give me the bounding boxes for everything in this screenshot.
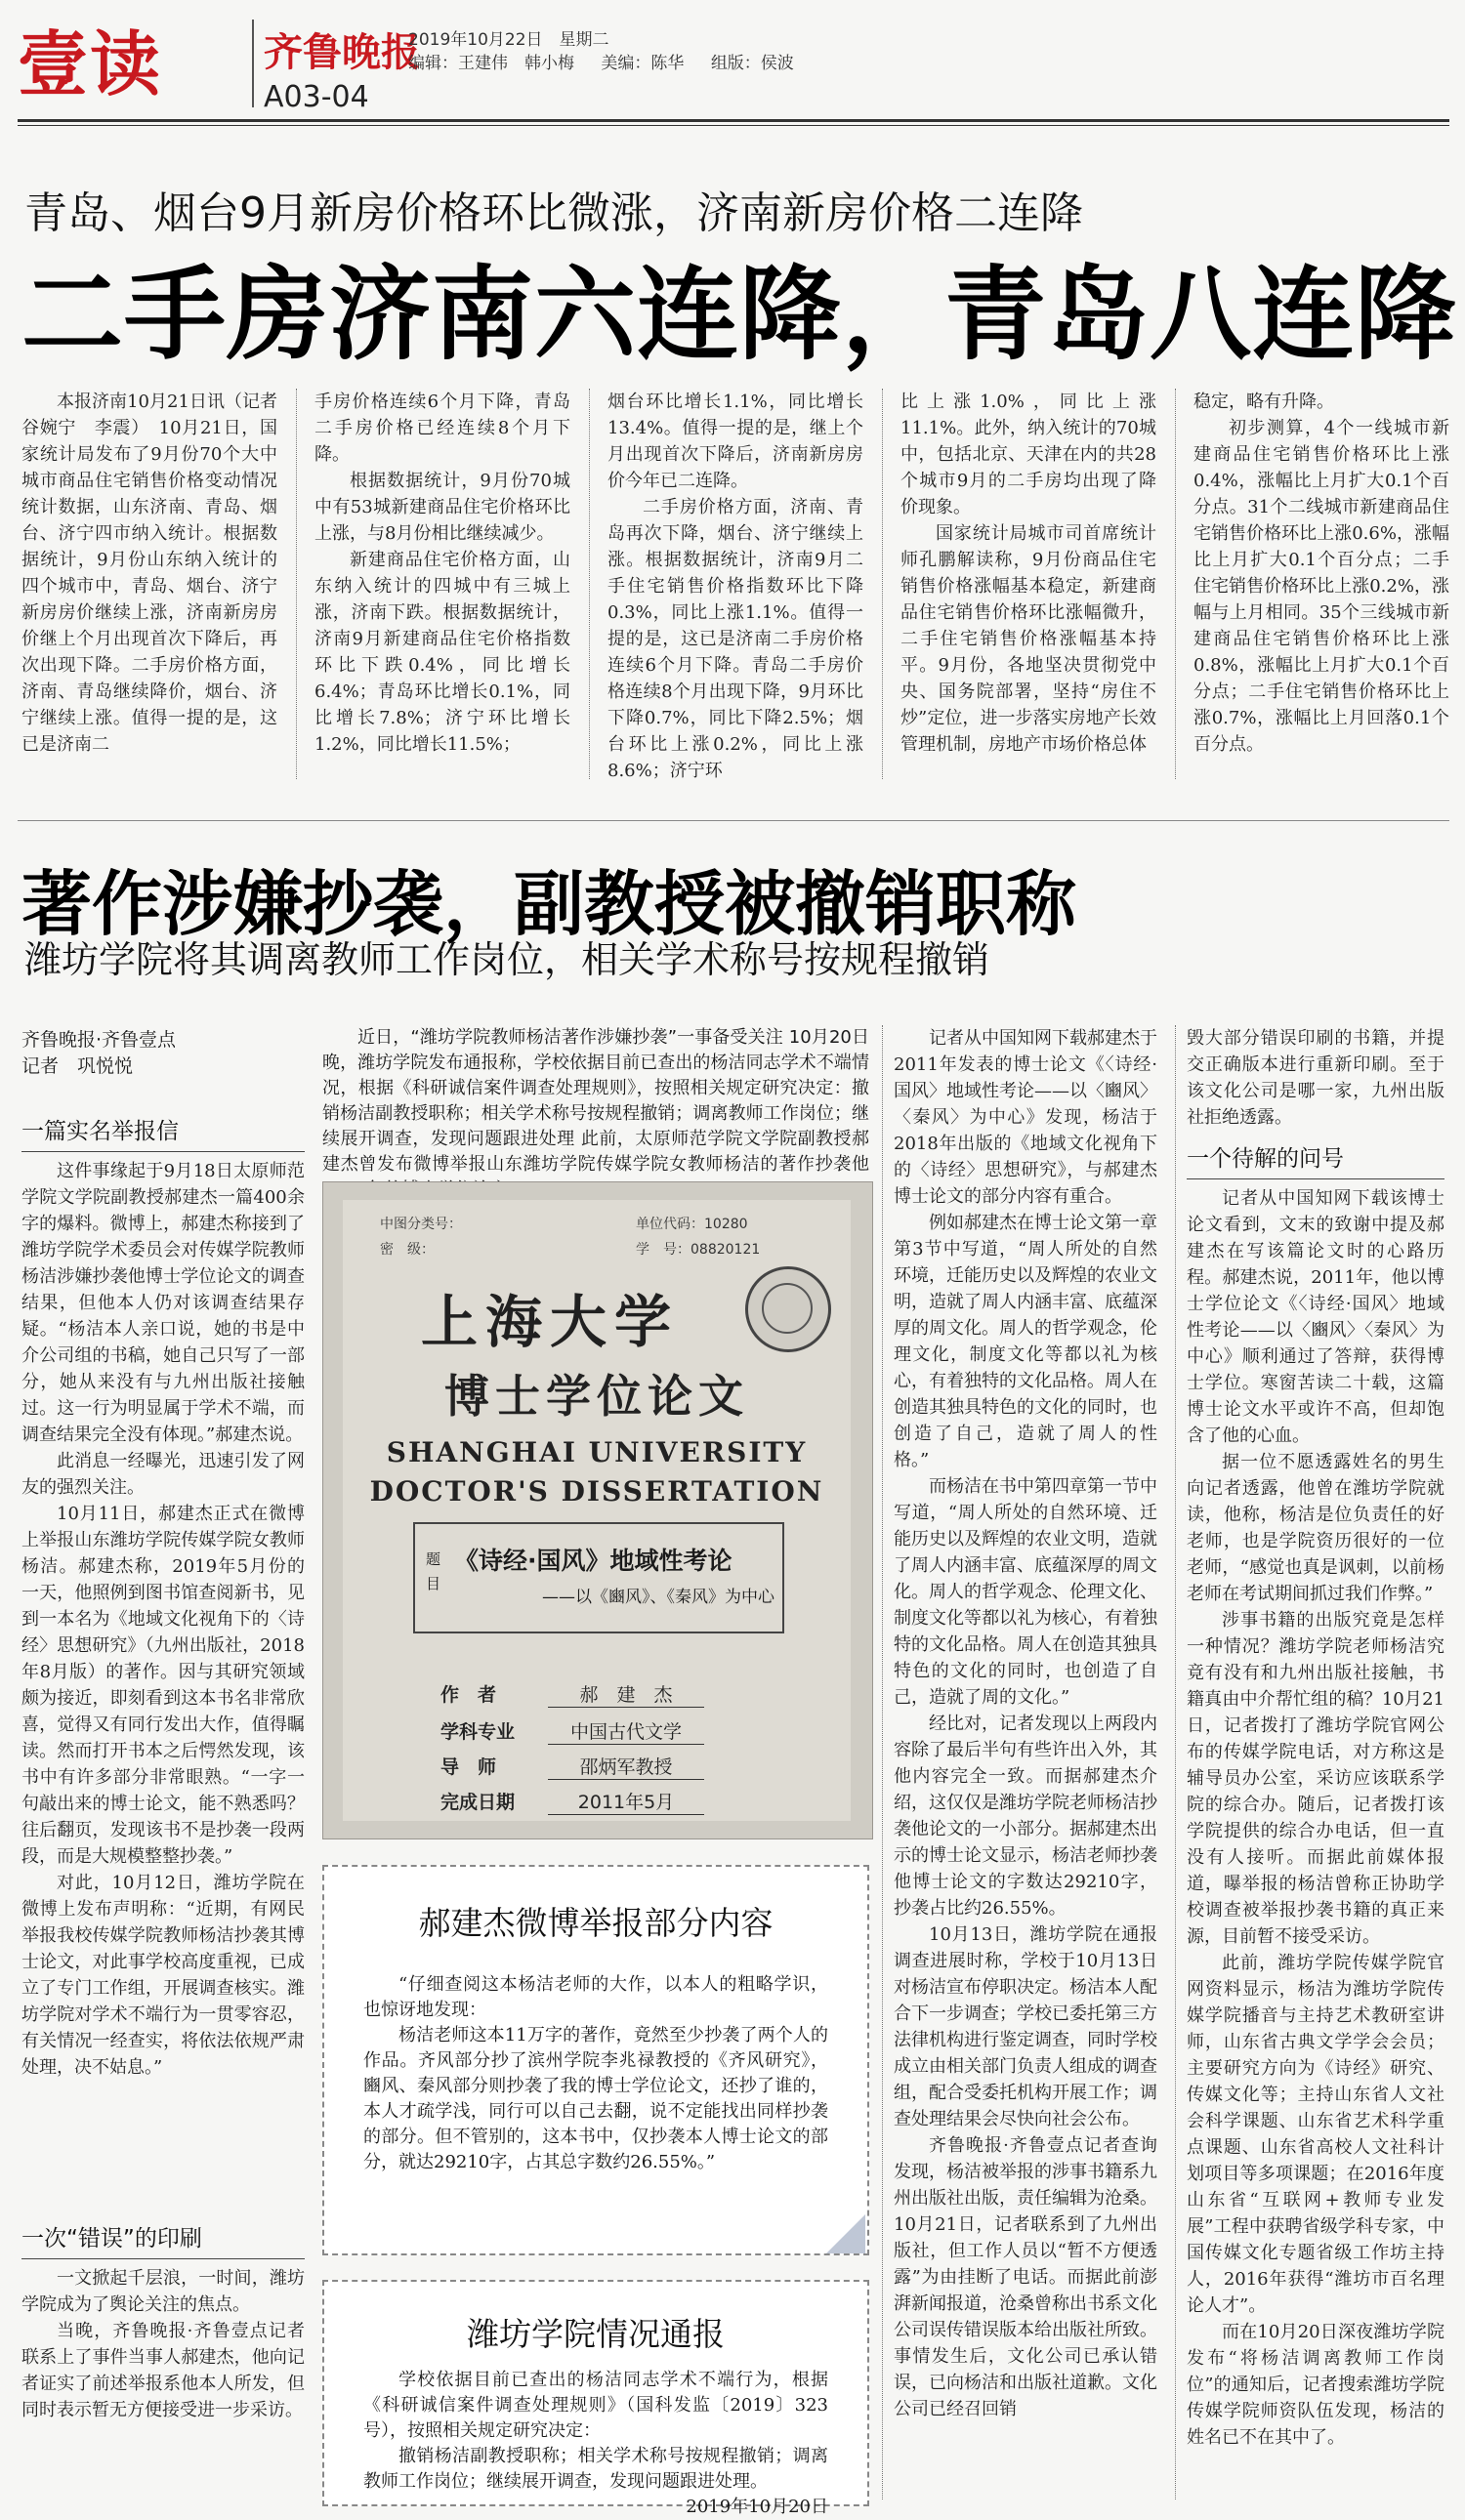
article1-paragraph: 比上涨1.0%，同比上涨11.1%。此外，纳入统计的70城中，包括北京、天津在内的共28个城市9月的二手房均出现了降价现象。: [900, 392, 1156, 517]
byline-outlet: 齐鲁晚报·齐鲁壹点: [21, 1029, 177, 1051]
box2-title: 潍坊学院情况通报: [467, 2315, 725, 2353]
masthead: [0, 0, 1465, 117]
section-brand: 壹读: [18, 23, 163, 105]
page-number: A03-04: [264, 80, 369, 114]
cover-advisor-label: 导 师: [440, 1756, 497, 1778]
section-divider: [18, 820, 1449, 821]
box2-body: [363, 2368, 828, 2520]
article2-byline: [21, 1027, 305, 1080]
article1-kicker: 青岛、烟台9月新房价格环比微涨，济南新房价格二连降: [24, 188, 1083, 238]
cover-university: 上海大学: [421, 1289, 680, 1355]
article1-column: [900, 389, 1156, 758]
cover-author-row: [440, 1680, 673, 1707]
box1-paragraph: 杨洁老师这本11万字的著作，竟然至少抄袭了两个人的作品。齐风部分抄了滨州学院李兆禄教授的《齐风研究》，豳风、秦风部分则抄袭了我的博士学位论文，还抄了谁的，本人才疏学浅，同行可以自己去翻，说不定能找出同样抄袭的部分。但不管别的，这本书中，仅抄袭本人博士论文的部分，就达29210字，占其总字数约26.55%。”: [363, 2025, 828, 2172]
cover-en2: DOCTOR'S DISSERTATION: [369, 1475, 824, 1508]
box1-title: 郝建杰微博举报部分内容: [418, 1904, 774, 1942]
article1-paragraph: 新建商品住宅价格方面，山东纳入统计的四城中有三城上涨，济南下跌。根据数据统计，济南9月新建商品住宅价格指数环比下跌0.4%，同比增长6.4%；青岛环比增长0.1%，同比增长7.8%；济宁环比增长1.2%，同比增长11.5%；: [314, 550, 570, 755]
article1-paragraph: 烟台环比增长1.1%，同比增长13.4%。值得一提的是，继上个月出现首次下降后，济南新房房价今年已二连降。: [607, 392, 863, 491]
page-curl-icon: [826, 2214, 865, 2253]
proof-credit: 组版：侯波: [710, 54, 794, 73]
sec3-body: [1187, 1185, 1444, 2451]
box1-body: [363, 1972, 828, 2175]
sec3-paragraph: 据一位不愿透露姓名的男生向记者透露，他曾在潍坊学院就读，他称，杨洁是位负责任的好老师，也是学院资历很好的一位老师，“感觉也真是讽刺，以前杨老师在考试期间抓过我们作弊。”: [1187, 1452, 1444, 1604]
column-divider: [882, 389, 883, 779]
article1-paragraph: 手房价格连续6个月下降，青岛二手房价格已经连续8个月下降。: [314, 392, 570, 465]
article2-col3: [894, 1025, 1157, 2422]
cover-major-label: 学科专业: [440, 1721, 516, 1743]
byline-reporter: 记者 巩悦悦: [21, 1055, 134, 1077]
issue-date: 2019年10月22日 星期二: [408, 30, 609, 50]
sec1-paragraph: 此消息一经曝光，迅速引发了网友的强烈关注。: [21, 1451, 305, 1498]
masthead-divider: [252, 20, 254, 107]
cover-title-box: [413, 1522, 784, 1633]
cover-title-main: 《诗经·国风》地域性考论: [454, 1547, 732, 1575]
sec3-paragraph: 而在10月20日深夜潍坊学院发布“将杨洁调离教师工作岗位”的通知后，记者搜索潍坊学院传媒学院师资队伍发现，杨洁的姓名已不在其中了。: [1187, 2322, 1444, 2448]
article1-column: [314, 389, 570, 758]
cover-author-label: 作 者: [440, 1684, 497, 1706]
box1-paragraph: “仔细查阅这本杨洁老师的大作，以本人的粗略学识，也惊讶地发现：: [363, 1974, 828, 2020]
masthead-rule-thin: [18, 125, 1449, 126]
col3-paragraph: 10月13日，潍坊学院在通报调查进展时称，学校于10月13日对杨洁宣布停职决定。杨洁本人配合下一步调查；学校已委托第三方法律机构进行鉴定调查，同时学校成立由相关部门负责人组成的调查组，配合受委托机构开展工作；调查处理结果会尽快向社会公布。: [894, 1924, 1157, 2129]
cover-secret: 密 级：: [380, 1242, 435, 1258]
col3-paragraph: 齐鲁晚报·齐鲁壹点记者查询发现，杨洁被举报的涉事书籍系九州出版社出版，责任编辑为沧桑。10月21日，记者联系到了九州出版社，但工作人员以“暂不方便透露”为由挂断了电话。而据此前澎湃新闻报道，沧桑曾称出书系文化公司误传错误版本给出版社所致。事情发生后，文化公司已承认错误，已向杨洁和出版社道歉。文化公司已经召回销: [894, 2135, 1157, 2419]
article2-col4-top: [1187, 1025, 1444, 1131]
box2-paragraph: 撤销杨洁副教授职称；相关学术称号按规程撤销；调离教师工作岗位；继续展开调查，发现问题跟进处理。: [363, 2446, 828, 2492]
column-divider: [296, 389, 297, 779]
article1-column: [607, 389, 863, 784]
masthead-rule: [18, 119, 1449, 122]
notice-box: [322, 2280, 869, 2517]
article1-column: [1193, 389, 1449, 758]
lead-text: 近日，“潍坊学院教师杨洁著作涉嫌抄袭”一事备受关注 10月20日晚，潍坊学院发布通报称，学校依据目前已查出的杨洁同志学术不端情况，根据《科研诚信案件调查处理规则》，按照相关规定研究决定：撤销杨洁副教授职称；相关学术称号按规程撤销；调离教师工作岗位；继续展开调查，发现问题跟进处理 此前，太原师范学院文学院副教授郝建杰曾发布微博举报山东潍坊学院传媒学院女教师杨洁的著作抄袭他: [322, 1027, 869, 1175]
editor-credit: 编辑：王建伟 韩小梅: [408, 54, 574, 73]
cover-en1: SHANGHAI UNIVERSITY: [386, 1436, 808, 1468]
cover-unitcode: 单位代码：10280: [636, 1217, 748, 1232]
cover-date-row: [440, 1788, 675, 1814]
article2-lead: [322, 1025, 869, 1203]
thesis-cover-photo: [322, 1181, 873, 1839]
article1-paragraph: 根据数据统计，9月份70城中有53城新建商品住宅价格环比上涨，与8月份相比继续减少。: [314, 471, 570, 544]
university-seal-icon: [745, 1266, 831, 1352]
article2-subhead: 潍坊学院将其调离教师工作岗位，相关学术称号按规程撤销: [24, 938, 990, 981]
sec3-paragraph: 涉事书籍的出版究竟是怎样一种情况？潍坊学院老师杨洁究竟有没有和九州出版社接触，书籍真由中介帮忙组的稿？10月21日，记者拨打了潍坊学院官网公布的传媒学院电话，对方称这是辅导员办公室，采访应该联系学院的综合办。随后，记者拨打该学院提供的综合办电话，但一直没有人接听。而据此前媒体报道，曝举报的杨洁曾称正协助学校调查被举报抄袭书籍的真正来源，目前暂不接受采访。: [1187, 1610, 1444, 1947]
sec1-paragraph: 对此，10月12日，潍坊学院在微博上发布声明称：“近期，有网民举报我校传媒学院教师杨洁抄袭其博士论文，对此事学校高度重视，已成立了专门工作组，开展调查核实。潍坊学院对学术不端行为一贯零容忍，有关情况一经查实，将依法依规严肃处理，决不姑息。”: [21, 1873, 305, 2078]
cover-date: 2011年5月: [548, 1788, 704, 1815]
sec3-paragraph: 此前，潍坊学院传媒学院官网资料显示，杨洁为潍坊学院传媒学院播音与主持艺术教研室讲师，山东省古典文学学会会员；主要研究方向为《诗经》研究、传媒文化等；主持山东省人文社会科学课题、山东省艺术科学重点课题、山东省高校人文社科计划项目等多项课题；在2016年度山东省“互联网+教师专业发展”工程中获聘省级学科专家，中国传媒文化专题省级工作坊主持人，2016年获得“潍坊市百名理论人才”。: [1187, 1953, 1444, 2316]
col3-paragraph: 记者从中国知网下载郝建杰于2011年发表的博士论文《〈诗经·国风〉地域性考论——以〈豳风〉〈秦风〉为中心》发现，杨洁于2018年出版的《地域文化视角下的〈诗经〉思想研究》，与郝建杰博士论文的部分内容有重合。: [894, 1028, 1157, 1207]
column-divider: [1175, 389, 1176, 779]
article2-headline: 著作涉嫌抄袭，副教授被撤销职称: [21, 863, 1077, 945]
col3-paragraph: 而杨洁在书中第四章第一节中写道，“周人所处的自然环境、迁能历史以及辉煌的农业文明，造就了周人内涵丰富、底蕴深厚的周文化。周人的哲学观念、伦理文化、制度文化等都以礼为核心，有着独特的文化品格。周人在创造其独具特色的文化的同时，也创造了自己，造就了周的文化。”: [894, 1476, 1157, 1708]
col4-paragraph: 毁大部分错误印刷的书籍，并提交正确版本进行重新印刷。至于该文化公司是哪一家，九州出版社拒绝透露。: [1187, 1028, 1444, 1128]
staff-credits: [408, 49, 816, 73]
article1-column: [21, 389, 295, 758]
cover-title-sub: ——以《豳风》、《秦风》为中心: [542, 1588, 774, 1607]
sec3-title: 一个待解的问号: [1187, 1140, 1444, 1179]
article1-paragraph: 本报济南10月21日讯（记者 谷婉宁 李震） 10月21日，国家统计局发布了9月份70个大中城市商品住宅销售价格变动情况统计数据，山东济南、青岛、烟台、济宁四市纳入统计。根据数据统计，9月份山东纳入统计的四个城市中，青岛、烟台、济宁新房房价继续上涨，济南新房房价继上个月出现首次下降后，再次出现下降。二手房价格方面，济南、青岛继续降价，烟台、济宁继续上涨。值得一提的是，这已是济南二: [21, 392, 295, 755]
col3-paragraph: 经比对，记者发现以上两段内容除了最后半句有些许出入外，其他内容完全一致。而据郝建杰介绍，这仅仅是潍坊学院老师杨洁抄袭他论文的一小部分。据郝建杰出示的博士论文显示，杨洁老师抄袭他博士论文的字数达29210字，抄袭占比约26.55%。: [894, 1714, 1157, 1919]
article1-paragraph: 二手房价格方面，济南、青岛再次下降，烟台、济宁继续上涨。根据数据统计，济南9月二手住宅销售价格指数环比下降0.3%，同比上涨1.1%。值得一提的是，这已是济南二手房价格连续6个月下降。青岛二手房价格连续8个月出现下降，9月环比下降0.7%，同比下降2.5%；烟台环比上涨0.2%，同比上涨8.6%；济宁环: [607, 497, 863, 781]
sec1-body: [21, 1158, 305, 2081]
cover-advisor-row: [440, 1753, 673, 1779]
article1-headline: 二手房济南六连降，青岛八连降: [21, 255, 1458, 374]
sec3-paragraph: 记者从中国知网下载该博士论文看到，文末的致谢中提及郝建杰在写该篇论文时的心路历程。郝建杰说，2011年，他以博士学位论文《〈诗经·国风〉地域性考论——以〈豳风〉〈秦风〉为中心》顺利通过了答辩，获得博士学位。寒窗苦读二十载，这篇博士论文水平或许不高，但却饱含了他的心血。: [1187, 1188, 1444, 1446]
sec1-paragraph: 10月11日，郝建杰正式在微博上举报山东潍坊学院传媒学院女教师杨洁。郝建杰称，2019年5月份的一天，他照例到图书馆查阅新书，见到一本名为《地域文化视角下的〈诗经〉思想研究》（九州出版社，2018年8月版）的著作。因与其研究领域颇为接近，即刻看到这本书名非常欣喜，觉得又有同行发出大作，值得瞩读。然而打开书本之后愕然发现，该书中有许多部分非常眼熟。“一字一句敲出来的博士论文，能不熟悉吗？往后翻页，发现该书不是抄袭一段两段，而是大规模整整抄袭。”: [21, 1504, 305, 1867]
sec2-paragraph: 当晚，齐鲁晚报·齐鲁壹点记者联系上了事件当事人郝建杰，他向记者证实了前述举报系他本人所发，但同时表示暂无方便接受进一步采访。: [21, 2321, 305, 2420]
cover-kind: 博士学位论文: [444, 1370, 749, 1423]
cover-classno: 中图分类号：: [380, 1217, 462, 1232]
sec1-paragraph: 这件事缘起于9月18日太原师范学院文学院副教授郝建杰一篇400余字的爆料。微博上，郝建杰称接到了潍坊学院学术委员会对传媒学院教师杨洁涉嫌抄袭他博士学位论文的调查结果，但他本人仍对该调查结果存疑。“杨洁本人亲口说，她的书是中介公司组的书稿，她自己只写了一部分，她从来没有与九州出版社接触过。这一行为明显属于学术不端，而调查结果完全没有体现。”郝建杰说。: [21, 1161, 305, 1445]
article1-paragraph: 稳定，略有升降。: [1193, 392, 1334, 412]
col3-paragraph: 例如郝建杰在博士论文第一章第3节中写道，“周人所处的自然环境，迁能历史以及辉煌的农业文明，造就了周人内涵丰富、底蕴深厚的周文化。周人的哲学观念，伦理文化，制度文化等都以礼为核心，有着独特的文化品格。周人在创造其独具特色的文化的同时，也创造了自己，造就了周人的性格。”: [894, 1213, 1157, 1470]
article1-paragraph: 国家统计局城市司首席统计师孔鹏解读称，9月份商品住宅销售价格涨幅基本稳定，新建商品住宅销售价格环比涨幅微升，二手住宅销售价格涨幅基本持平。9月份，各地坚决贯彻党中央、国务院部署，坚持“房住不炒”定位，进一步落实房地产长效管理机制，房地产市场价格总体: [900, 523, 1156, 755]
weibo-excerpt-box: [322, 1865, 869, 2255]
cover-author: 郝 建 杰: [548, 1680, 704, 1708]
cover-major: 中国古代文学: [548, 1717, 704, 1745]
cover-studentno: 学 号：08820121: [636, 1242, 761, 1258]
cover-advisor: 邵炳军教授: [548, 1753, 704, 1780]
sec1-title: 一篇实名举报信: [21, 1113, 305, 1152]
sec2-paragraph: 一文掀起千层浪，一时间，潍坊学院成为了舆论关注的焦点。: [21, 2268, 305, 2315]
cover-title-label: 题目: [424, 1551, 441, 1600]
box2-paragraph: 学校依据目前已查出的杨洁同志学术不端行为，根据《科研诚信案件调查处理规则》（国科发监〔2019〕323号），按照相关规定研究决定：: [363, 2370, 828, 2441]
article1-paragraph: 初步测算，4个一线城市新建商品住宅销售价格环比上涨0.4%，涨幅比上月扩大0.1个百分点。31个二线城市新建商品住宅销售价格环比上涨0.6%，涨幅比上月扩大0.1个百分点；二手住宅销售价格环比上涨0.2%，涨幅与上月相同。35个三线城市新建商品住宅销售价格环比上涨0.8%，涨幅比上月扩大0.1个百分点；二手住宅销售价格环比上涨0.7%，涨幅比上月回落0.1个百分点。: [1193, 418, 1449, 755]
sec2-body: [21, 2265, 305, 2423]
newspaper-logo: 齐鲁晚报: [264, 29, 420, 75]
column-divider: [882, 1025, 883, 2499]
cover-major-row: [440, 1717, 682, 1744]
column-divider: [1175, 1025, 1176, 2499]
sec2-title: 一次“错误”的印刷: [21, 2220, 305, 2259]
cover-page: [343, 1200, 851, 1821]
cover-date-label: 完成日期: [440, 1792, 516, 1813]
column-divider: [589, 389, 590, 779]
artist-credit: 美编：陈华: [601, 54, 685, 73]
notice-date: 2019年10月20日: [686, 2497, 828, 2517]
